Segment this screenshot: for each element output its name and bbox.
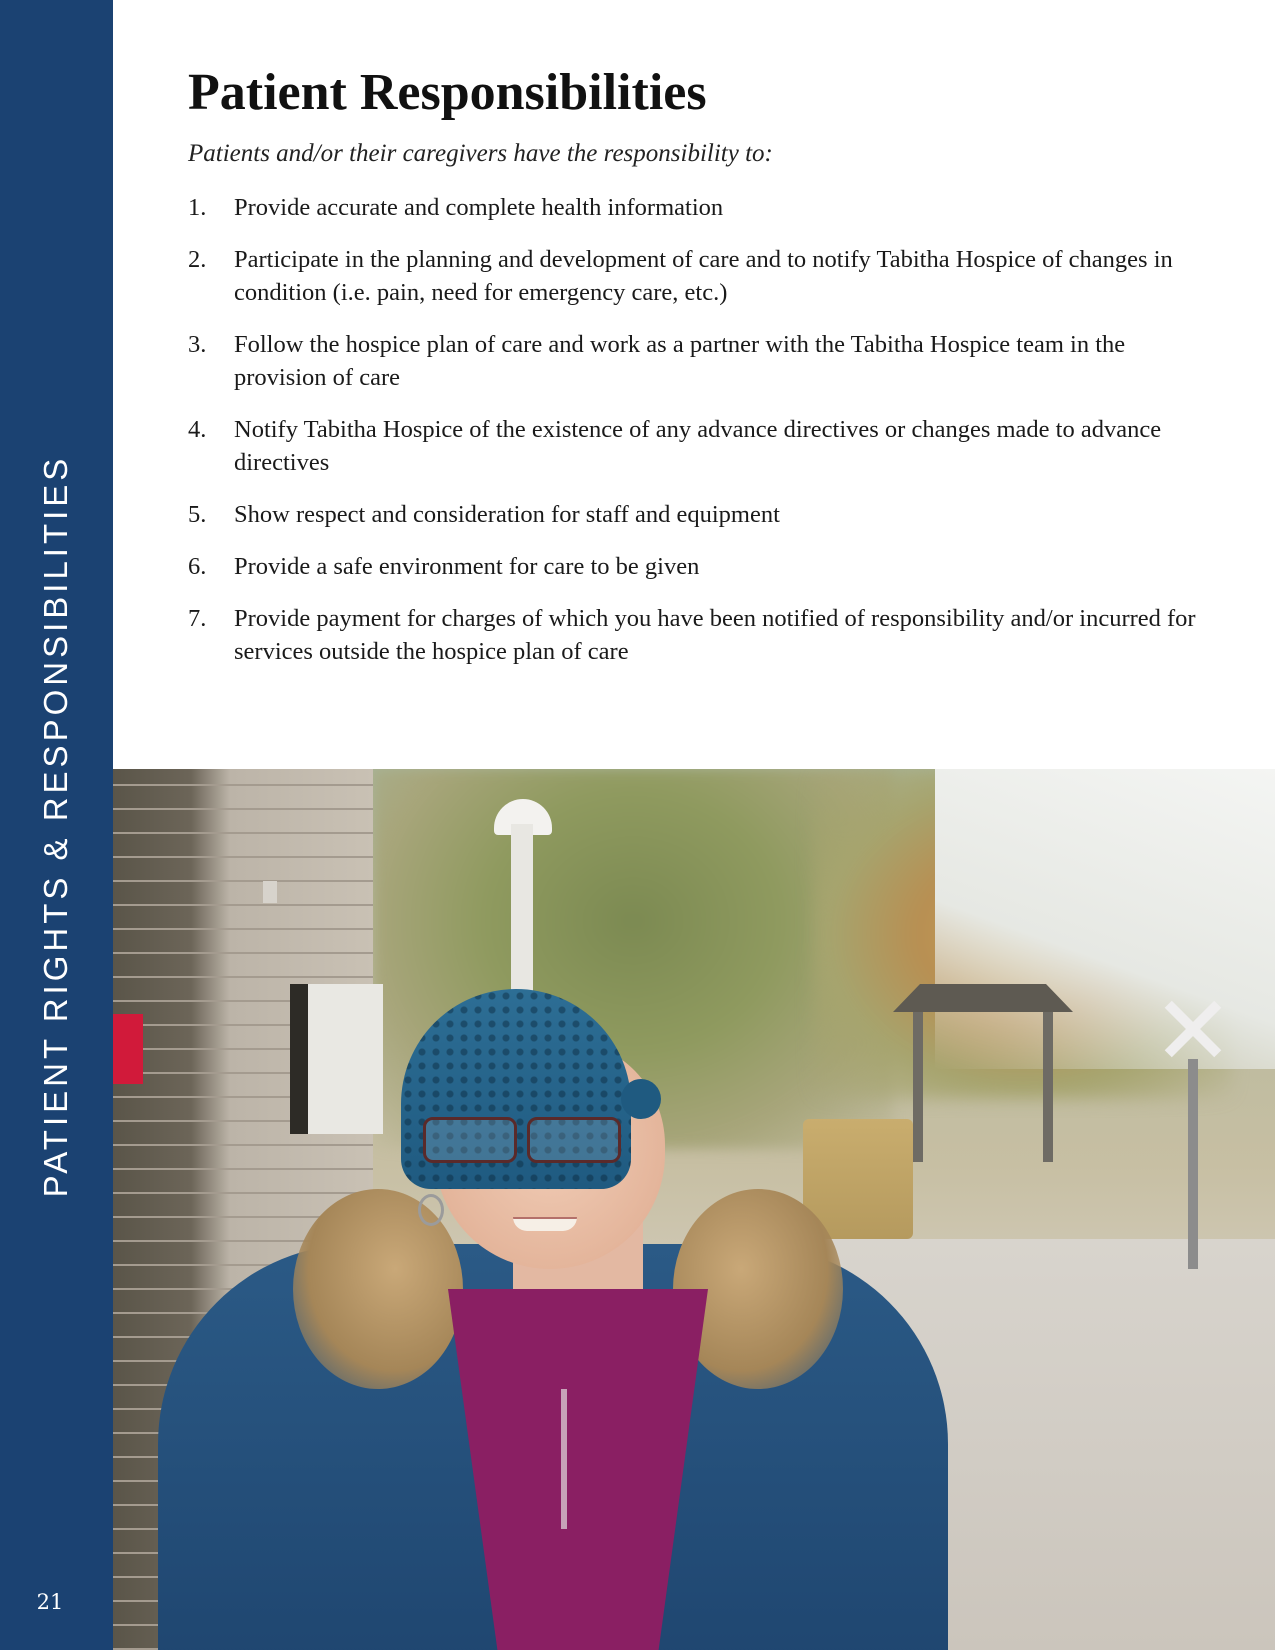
patient-photo (113, 769, 1275, 1650)
page-title: Patient Responsibilities (188, 64, 707, 121)
intro-text: Patients and/or their caregivers have the responsibility to: (188, 140, 773, 167)
railroad-crossing-sign (1163, 999, 1223, 1059)
wall-sign (308, 984, 383, 1134)
smile (513, 1217, 577, 1231)
list-item (188, 550, 1208, 583)
zipper (561, 1389, 567, 1529)
list-item-number: 5. (188, 501, 207, 528)
list-item (188, 328, 1208, 394)
list-item-number: 1. (188, 194, 207, 221)
list-item-text: Provide payment for charges of which you have been notified of responsibility and/or incurred for services outside the hospice plan of care (234, 605, 1196, 665)
glasses-lens (423, 1117, 517, 1163)
list-item-text: Follow the hospice plan of care and work as a partner with the Tabitha Hospice team in the provision of care (234, 331, 1126, 391)
red-awning (113, 1014, 143, 1084)
page-number: 21 (36, 1590, 64, 1614)
list-item (188, 602, 1208, 668)
list-item-text: Show respect and consideration for staff and equipment (234, 501, 780, 528)
gazebo-post (1043, 1012, 1053, 1162)
list-item-number: 6. (188, 553, 207, 580)
sidebar-title: PATIENT RIGHTS & RESPONSIBILITIES (37, 454, 74, 1198)
list-item-text: Provide accurate and complete health information (234, 194, 724, 221)
glasses (415, 1117, 625, 1161)
gazebo (893, 984, 1073, 1164)
list-item (188, 413, 1208, 479)
list-item (188, 243, 1208, 309)
responsibilities-list (188, 191, 1208, 668)
sidebar (0, 0, 113, 1650)
list-item-number: 3. (188, 331, 207, 358)
main-content (188, 60, 1208, 687)
railroad-sign-pole (1188, 1059, 1198, 1269)
list-item-text: Participate in the planning and development of care and to notify Tabitha Hospice of changes in condition (i.e. pain, need for emergency care, etc.) (234, 246, 1173, 306)
list-item-text: Provide a safe environment for care to be given (234, 553, 700, 580)
list-item-number: 7. (188, 605, 207, 632)
list-item (188, 191, 1208, 224)
list-item-text: Notify Tabitha Hospice of the existence of any advance directives or changes made to advance directives (234, 416, 1162, 476)
gazebo-roof (893, 984, 1073, 1012)
earring (418, 1194, 444, 1226)
list-item (188, 498, 1208, 531)
hat-flower (621, 1079, 661, 1119)
list-item-number: 4. (188, 416, 207, 443)
glasses-lens (527, 1117, 621, 1163)
list-item-number: 2. (188, 246, 207, 273)
gazebo-post (913, 1012, 923, 1162)
wall-light (263, 881, 277, 903)
